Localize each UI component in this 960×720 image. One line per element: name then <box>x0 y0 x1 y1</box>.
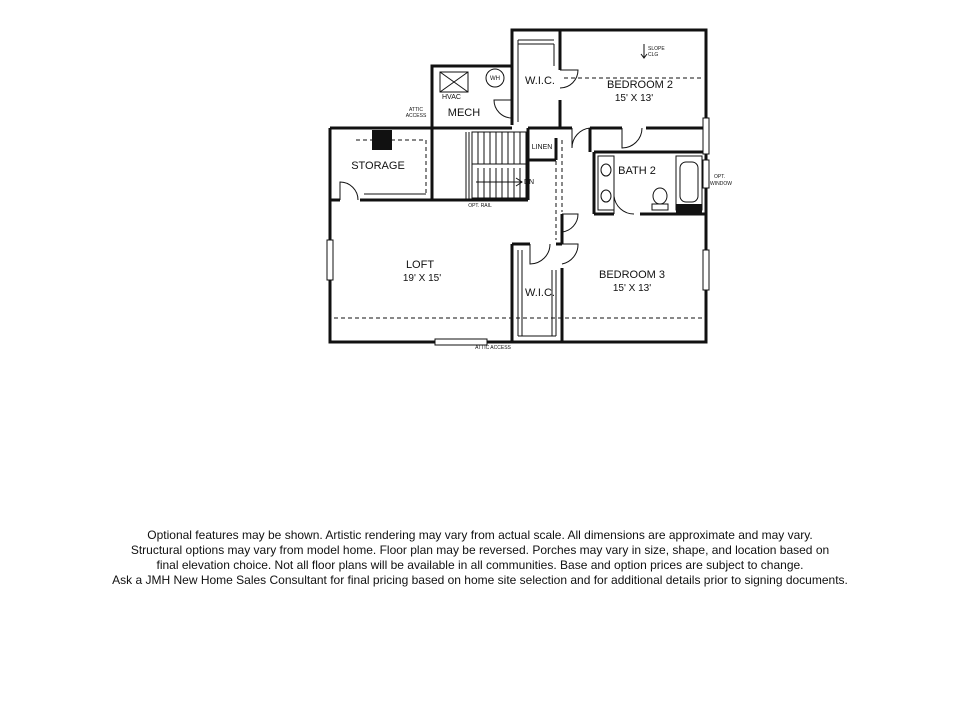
bedroom2-door <box>572 128 590 148</box>
sink-icon <box>601 190 611 202</box>
opt-window-line2: WINDOW <box>710 181 732 187</box>
wic-bottom-name: W.I.C. <box>525 287 555 299</box>
slope-label-line1: SLOPE <box>648 46 665 52</box>
bedroom3-name: BEDROOM 3 <box>598 269 666 281</box>
attic-access-left-line1: ATTIC <box>408 107 424 113</box>
bath-door <box>614 196 634 214</box>
slope-label-line2: CLG <box>648 52 659 58</box>
chimney-block <box>372 130 392 150</box>
wic-bottom-door <box>530 244 550 264</box>
bedroom2-dims: 15' X 13' <box>614 93 654 104</box>
attic-access-left-line2: ACCESS <box>405 113 427 119</box>
loft-name: LOFT <box>405 259 435 271</box>
staircase <box>466 132 526 200</box>
disclaimer-line-2: Structural options may vary from model home. Floor plan may be reversed. Porches may vary in size, shape, and location based on <box>130 543 830 557</box>
wic-top-name: W.I.C. <box>525 75 555 87</box>
hall-door <box>622 128 642 148</box>
storage-name: STORAGE <box>351 160 405 172</box>
bath-optional-window <box>703 160 709 188</box>
disclaimer-line-4: Ask a JMH New Home Sales Consultant for final pricing based on home site selection and for additional details prior to signing documents. <box>112 573 848 587</box>
disclaimer-line-3: final elevation choice. Not all floor plans will be available in all communities. Base and option prices are subject to change. <box>156 558 804 572</box>
bedroom2-name: BEDROOM 2 <box>606 79 674 91</box>
attic-access-bottom-label: ATTIC ACCESS <box>475 345 511 351</box>
bath2-name: BATH 2 <box>618 165 656 177</box>
bedroom3-window <box>703 250 709 290</box>
wic-top-door <box>560 70 578 88</box>
bedroom3-dims: 15' X 13' <box>612 283 652 294</box>
bedroom3-door <box>562 214 578 232</box>
mech-name: MECH <box>447 107 481 119</box>
mech-door <box>494 100 512 118</box>
opt-rail-label: OPT. RAIL <box>468 203 492 209</box>
slope-arrow-icon <box>641 44 647 58</box>
hvac-label: HVAC <box>442 94 461 101</box>
stair-down-label: DN <box>524 179 535 186</box>
sink-icon <box>601 164 611 176</box>
loft-dims: 19' X 15' <box>402 273 442 284</box>
toilet-icon <box>653 188 667 204</box>
wh-label: WH <box>490 76 500 82</box>
storage-door <box>340 182 358 200</box>
toilet-tank <box>652 204 668 210</box>
bedroom2-window <box>703 118 709 154</box>
bedroom3-closet-door <box>562 244 578 264</box>
loft-window <box>327 240 333 280</box>
opt-window-line1: OPT. <box>714 174 726 180</box>
linen-name: LINEN <box>531 144 553 151</box>
disclaimer-line-1: Optional features may be shown. Artistic rendering may vary from actual scale. All dimensions are approximate and may vary. <box>147 528 813 542</box>
disclaimer <box>40 528 920 588</box>
